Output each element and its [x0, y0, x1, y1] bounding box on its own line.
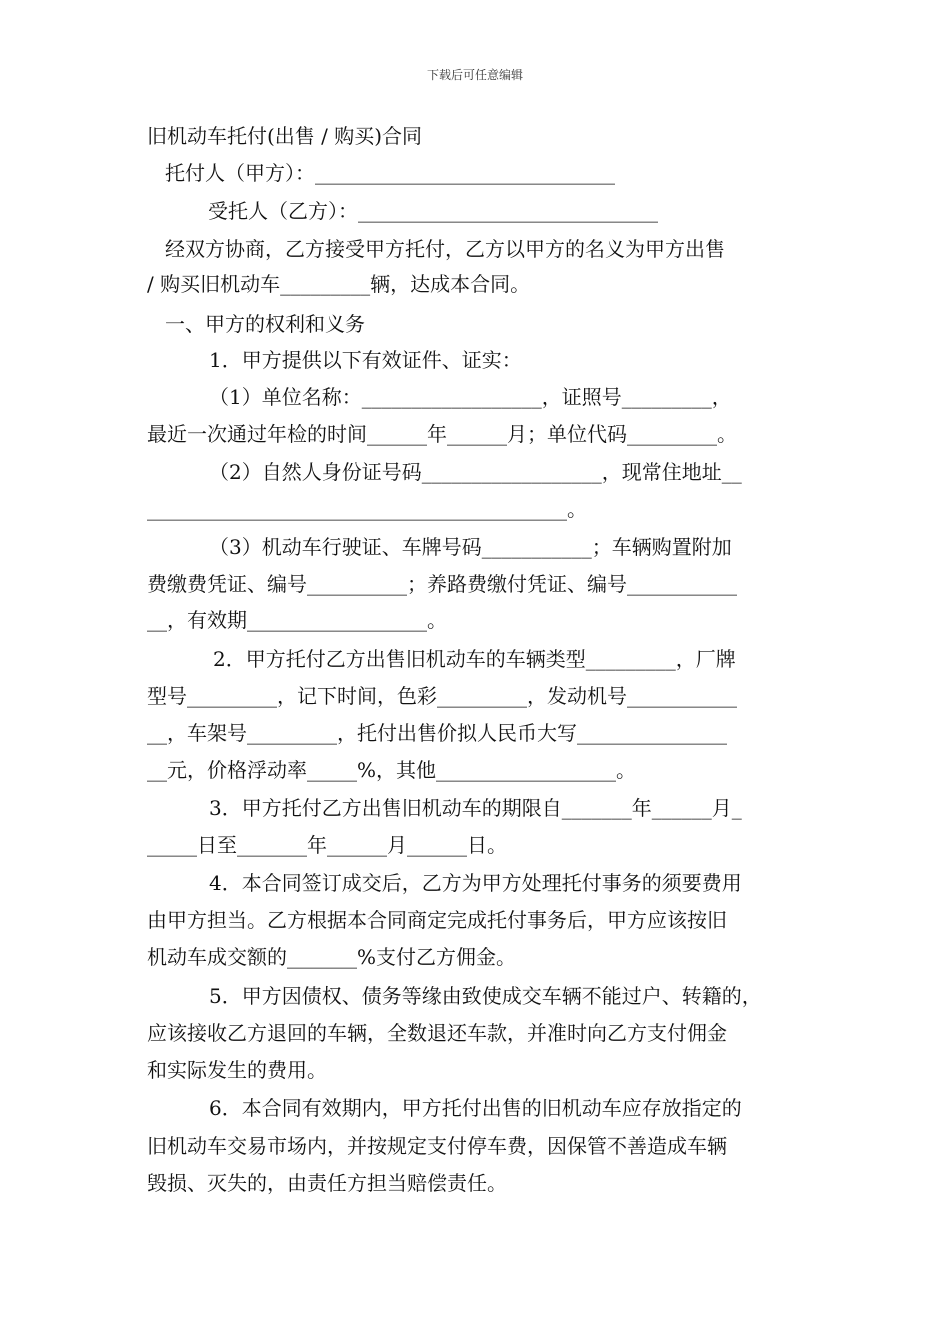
intro-paragraph-line: 经双方协商，乙方接受甲方托付，乙方以甲方的名义为甲方出售 — [165, 237, 725, 261]
agent-party-b-line: 受托人（乙方）：______________________________ — [208, 199, 658, 223]
clause-line: 5．甲方因债权、债务等缘由致使成交车辆不能过户、转籍的， — [209, 984, 762, 1008]
clause-line: 2．甲方托付乙方出售旧机动车的车辆类型_________，厂牌 — [213, 647, 736, 671]
page-header: 下载后可任意编辑 — [426, 68, 523, 82]
clause-line: （3）机动车行驶证、车牌号码___________；车辆购置附加 — [209, 535, 732, 559]
clause-line: __________________________________________。 — [147, 497, 587, 521]
clause-line: （1）单位名称：__________________，证照号_________， — [209, 385, 732, 409]
section-heading: 一、甲方的权利和义务 — [165, 312, 365, 336]
clause-line: 旧机动车交易市场内，并按规定支付停车费，因保管不善造成车辆 — [147, 1134, 727, 1158]
clause-line: 6．本合同有效期内，甲方托付出售的旧机动车应存放指定的 — [209, 1096, 742, 1120]
intro-paragraph-line: / 购买旧机动车_________辆，达成本合同。 — [147, 272, 531, 296]
clause-line: __，车架号_________，托付出售价拟人民币大写_______________ — [147, 721, 727, 745]
clause-line: 1．甲方提供以下有效证件、证实： — [209, 348, 522, 372]
clause-line: 毁损、灭失的，由责任方担当赔偿责任。 — [147, 1171, 507, 1195]
clause-line: 4．本合同签订成交后，乙方为甲方处理托付事务的须要费用 — [209, 871, 742, 895]
clause-line: _____日至_______年______月______日。 — [147, 833, 507, 857]
clause-line: __元，价格浮动率_____%，其他__________________。 — [147, 758, 637, 782]
clause-line: 费缴费凭证、编号__________；养路费缴付凭证、编号___________ — [147, 572, 737, 596]
clause-line: 和实际发生的费用。 — [147, 1058, 327, 1082]
clause-line: 应该接收乙方退回的车辆，全数退还车款，并准时向乙方支付佣金 — [147, 1021, 727, 1045]
clause-line: 机动车成交额的_______%支付乙方佣金。 — [147, 945, 517, 969]
clause-line: 由甲方担当。乙方根据本合同商定完成托付事务后，甲方应该按旧 — [147, 908, 727, 932]
contract-title: 旧机动车托付(出售 / 购买)合同 — [147, 124, 423, 148]
client-party-a-line: 托付人（甲方）：______________________________ — [165, 161, 615, 185]
clause-line: __，有效期__________________。 — [147, 608, 447, 632]
clause-line: 型号_________，记下时间，色彩_________，发动机号___________ — [147, 684, 737, 708]
clause-line: （2）自然人身份证号码__________________，现常住地址__ — [209, 460, 742, 484]
clause-line: 最近一次通过年检的时间______年______月；单位代码_________。 — [147, 422, 737, 446]
clause-line: 3．甲方托付乙方出售旧机动车的期限自_______年______月_ — [209, 796, 742, 820]
